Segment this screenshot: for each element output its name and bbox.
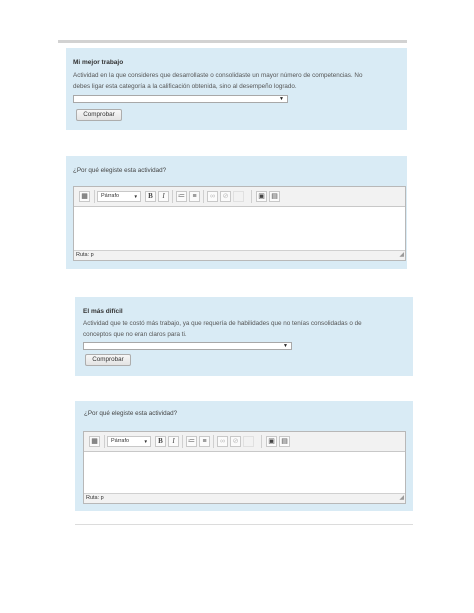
blank-toolbar-slot [243, 436, 254, 447]
kitchen-sink-icon[interactable]: ▦ [89, 436, 100, 447]
toolbar-separator [261, 435, 262, 448]
question2-rich-text-editor [83, 431, 406, 504]
best-work-panel [66, 48, 407, 130]
kitchen-sink-icon[interactable]: ▦ [79, 191, 90, 202]
element-path: Ruta: p [76, 252, 94, 258]
chevron-down-icon: ▼ [143, 439, 148, 444]
question2-label: ¿Por qué elegiste esta actividad? [84, 410, 178, 417]
bullet-list-icon[interactable]: ≔ [178, 193, 185, 200]
hardest-desc-line2: conceptos que no eran claros para ti. [83, 331, 187, 338]
resize-handle-icon[interactable]: ◢ [399, 495, 404, 501]
toolbar-separator [203, 190, 204, 203]
question1-panel [66, 156, 407, 269]
media-icon[interactable]: ▤ [269, 191, 280, 202]
hardest-activity-select[interactable] [83, 342, 292, 350]
toolbar-separator [251, 190, 252, 203]
bullet-list-icon[interactable]: ≔ [188, 438, 195, 445]
question1-label: ¿Por qué elegiste esta actividad? [73, 167, 167, 174]
paragraph-format-select[interactable] [97, 191, 141, 202]
link-icon[interactable]: ∞ [217, 436, 228, 447]
italic-icon[interactable]: I [168, 436, 179, 447]
editor-toolbar [74, 187, 405, 207]
paragraph-format-select[interactable] [107, 436, 151, 447]
resize-handle-icon[interactable]: ◢ [399, 252, 404, 258]
check-button[interactable]: Comprobar [85, 354, 131, 366]
hardest-description [83, 318, 411, 340]
toolbar-separator [213, 435, 214, 448]
editor-toolbar [84, 432, 405, 452]
best-work-activity-select[interactable] [73, 95, 288, 103]
hardest-title: El más difícil [83, 308, 123, 315]
unlink-icon[interactable]: ⊘ [230, 436, 241, 447]
top-divider [58, 40, 407, 43]
blank-toolbar-slot [233, 191, 244, 202]
hardest-desc-line1: Actividad que te costó más trabajo, ya que requería de habilidades que no tenías consolidadas o de [83, 320, 362, 327]
toolbar-separator [94, 190, 95, 203]
chevron-down-icon: ▼ [133, 194, 138, 199]
chevron-down-icon: ▼ [279, 96, 284, 102]
check-button[interactable]: Comprobar [76, 109, 122, 121]
numbered-list-icon[interactable]: ≡ [199, 436, 210, 447]
bottom-divider [75, 524, 413, 525]
question2-text-area[interactable] [84, 452, 405, 493]
editor-status-bar [84, 493, 405, 503]
question2-panel [75, 401, 413, 511]
bold-icon[interactable]: B [145, 191, 156, 202]
best-work-desc-line2: debes ligar esta categoría a la calificación obtenida, sino al desempeño logrado. [73, 83, 297, 90]
italic-icon[interactable]: I [158, 191, 169, 202]
toolbar-separator [104, 435, 105, 448]
unlink-icon[interactable]: ⊘ [220, 191, 231, 202]
image-icon[interactable]: ▣ [256, 191, 267, 202]
image-icon[interactable]: ▣ [266, 436, 277, 447]
question1-rich-text-editor [73, 186, 406, 261]
best-work-description [73, 70, 403, 92]
question1-text-area[interactable] [74, 207, 405, 250]
editor-status-bar [74, 250, 405, 260]
element-path: Ruta: p [86, 495, 104, 501]
hardest-panel [75, 297, 413, 376]
bold-icon[interactable]: B [155, 436, 166, 447]
format-value: Párrafo [111, 438, 130, 444]
media-icon[interactable]: ▤ [279, 436, 290, 447]
best-work-desc-line1: Actividad en la que consideres que desarrollaste o consolidaste un mayor número de competencias. No [73, 72, 363, 79]
toolbar-separator [182, 435, 183, 448]
link-icon[interactable]: ∞ [207, 191, 218, 202]
best-work-title: Mi mejor trabajo [73, 59, 124, 66]
chevron-down-icon: ▼ [283, 343, 288, 349]
toolbar-separator [172, 190, 173, 203]
format-value: Párrafo [101, 193, 120, 199]
numbered-list-icon[interactable]: ≡ [189, 191, 200, 202]
